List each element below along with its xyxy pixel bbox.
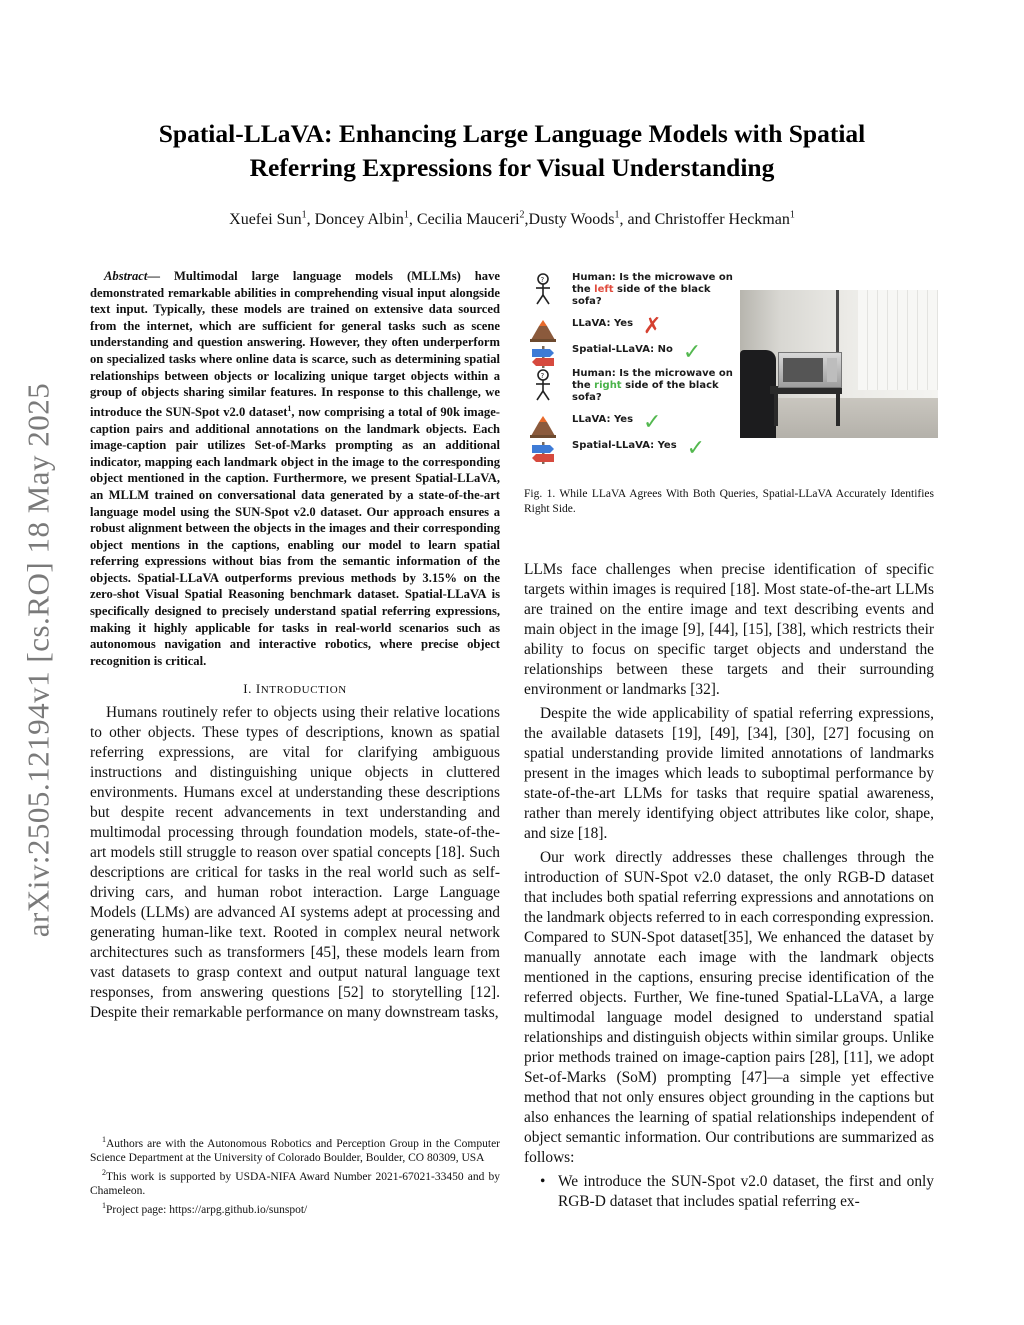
- body-paragraph: Our work directly addresses these challenges through the introduction of SUN-Spot v2.0 dataset, the only RGB-D dataset that includes both spatial referring expressions and annotations on the landmark objects referred to in each corresponding expression. Compared to SUN-Spot dataset[35], We enhanced the dataset by manually annotate each image with the landmark objects mentioned in the captions, ensuring precise identification of the referred objects. Further, We fine-tuned Spatial-LLaVA, a large multimodal language model designed to understand spatial relationships and distinguish objects within similar groups. Unlike prior methods trained on image-caption pairs [28], [11], we adopt Set-of-Marks (SoM) prompting [47]—a simple yet effective method that not only ensures object grounding in the captions but also enhances the learning of spatial relationships independent of object semantic information. Our contributions are summarized as follows:: [524, 849, 934, 1166]
- arxiv-identifier: [16, 340, 60, 980]
- abstract-text-a: Multimodal large language models (MLLMs) have demonstrated remarkable abilities in comprehending visual input alongside text input. Typically, these models are trained on extensive data sourced from the internet, which are sufficient for general tasks such as scene understanding and question answering. However, they often underperform on specialized tasks where online data is scarce, such as determining spatial relationships between objects or localizing unique target objects within a group of objects sharing similar features. In response to this challenge, we introduce the SUN-Spot v2.0 dataset: [90, 269, 500, 419]
- right-keyword: right: [594, 380, 622, 391]
- question-1-row: [528, 272, 737, 308]
- title-line-2: Referring Expressions for Visual Understanding: [249, 153, 775, 182]
- question-2-row: [528, 368, 737, 404]
- footnote: $^2$This work is supported by USDA-NIFA Award Number 2021-67021-33450 and by Chameleon.: [90, 1167, 500, 1198]
- photo-black-sofa: [740, 350, 776, 438]
- answer-2-spatial-text: Spatial-LLaVA: Yes: [572, 440, 677, 451]
- question-2-text: Human: Is the microwave on the right side of the black sofa?: [572, 368, 733, 403]
- author: Dusty Woods$^1$, and: [528, 210, 655, 229]
- answer-2-spatial-row: [528, 436, 706, 464]
- answer-1-spatial-text: Spatial-LLaVA: No: [572, 344, 673, 355]
- author: Xuefei Sun$^1$,: [229, 210, 315, 229]
- contributions-list: [524, 1172, 934, 1212]
- bullet-marker: •: [540, 1173, 546, 1190]
- wrong-x-icon: ✗: [643, 314, 662, 339]
- intro-paragraph: Humans routinely refer to objects using their relative locations to other objects. These types of descriptions, known as spatial referring expressions, are vital for clarifying ambiguous instructions and distinguishing unique objects in cluttered environments. Humans excel at understanding these descriptions but despite recent advancements in text understanding and multimodal processing through foundation models, state-of-the-art models still struggle to reason over spatial concepts [18]. Such descriptions are critical for tasks in the real world such as self-driving cars, and human robot interaction. Large Language Models (LLMs) are advanced AI systems adept at processing and generating human-like text. Rooted in complex neural network architectures such as transformers [45], these models learn from vast datasets to grasp context and output natural language text responses, from answering questions [52] to storytelling [12]. Despite their remarkable performance on many downstream tasks,: [90, 704, 500, 1022]
- svg-text:?: ?: [540, 276, 545, 284]
- spatial-llava-signpost-icon: [528, 344, 558, 368]
- human-stick-figure-icon: [528, 272, 558, 306]
- question-1-text: Human: Is the microwave on the left side of the black sofa?: [572, 272, 733, 307]
- photo-stand-leg: [774, 394, 778, 426]
- paper-title: [80, 117, 944, 185]
- footnotes: [90, 1133, 500, 1217]
- author-list: [80, 210, 944, 229]
- left-keyword: left: [594, 284, 614, 295]
- llava-volcano-icon: [528, 414, 558, 438]
- svg-text:?: ?: [540, 372, 545, 380]
- right-column: [524, 560, 934, 1212]
- arxiv-id-text: arXiv:2505.12194v1 [cs.RO] 18 May 2025: [20, 382, 55, 938]
- figure-1-caption: Fig. 1. While LLaVA Agrees With Both Queries, Spatial-LLaVA Accurately Identifies Right Side.: [524, 488, 934, 515]
- answer-2-llava-row: [528, 410, 662, 438]
- abstract-label: Abstract: [104, 269, 148, 283]
- footnote-project-page[interactable]: $^1$Project page: https://arpg.github.io/sunspot/: [102, 1200, 308, 1216]
- abstract: Abstract— Multimodal large language models (MLLMs) have demonstrated remarkable abilities in comprehending visual input alongside text input. Typically, these models are trained on extensive data sourced from the internet, which are sufficient for general tasks such as scene understanding and question answering. However, they often underperform on specialized tasks where online data is scarce, such as determining spatial relationships between objects or localizing unique target objects within a group of objects sharing similar features. In response to this challenge, we introduce the SUN-Spot v2.0 dataset$^1$, now comprising a total of 90k image-caption pairs and additional annotations on the landmark objects. Each image-caption pair utilizes Set-of-Marks prompting as an additional indicator, mapping each landmark object in the image to the corresponding object mentioned in the caption. Furthermore, we present Spatial-LLaVA, an MLLM trained on conversational data generated by a state-of-the-art language model using the SUN-Spot v2.0 dataset. Our approach ensures a robust alignment between the objects in the images and their corresponding object mentions in the captions, enabling our model to learn spatial referring expressions without bias from the semantic information of the objects. Spatial-LLaVA outperforms previous methods by 3.15% on the zero-shot Visual Spatial Reasoning benchmark dataset. Spatial-LLaVA is specifically designed to precisely understand spatial referring expressions, making it highly applicable for tasks in real-world scenarios such as autonomous navigation and interactive robotics, where precise object recognition is critical.: [90, 269, 500, 668]
- llava-volcano-icon: [528, 318, 558, 342]
- photo-window-blinds: [858, 290, 938, 390]
- answer-2-llava-text: LLaVA: Yes: [572, 414, 634, 425]
- footnote-ref[interactable]: 1: [287, 403, 292, 413]
- figure-dialogue-panel: [528, 268, 738, 468]
- abstract-text-b: , now comprising a total of 90k image-caption pairs and additional annotations on the landmark objects. Each image-caption pair utilizes Set-of-Marks prompting as an additional indicator, mapping each landmark object in the image to the corresponding object mentioned in the caption. Furthermore, we present Spatial-LLaVA, an MLLM trained on conversational data generated by a state-of-the-art language model using the SUN-Spot v2.0 dataset. Our approach ensures a robust alignment between the objects in the images and their corresponding object mentions in the captions, enabling our model to learn spatial referring expressions without bias from the semantic information of the objects. Spatial-LLaVA outperforms previous methods by 3.15% on the zero-shot Visual Spatial Reasoning benchmark dataset. Spatial-LLaVA is specifically designed to precisely understand spatial referring expressions, making it highly applicable for tasks in real-world scenarios such as autonomous navigation and interactive robotics, where precise object recognition is critical.: [90, 404, 500, 668]
- scene-photo-microwave-sofa: [740, 290, 938, 438]
- photo-microwave: [778, 352, 842, 388]
- section-heading-introduction: I. INTRODUCTION: [243, 681, 347, 697]
- human-stick-figure-icon: [528, 368, 558, 402]
- left-column: [90, 268, 500, 1023]
- correct-check-icon: ✓: [682, 340, 702, 365]
- author: Doncey Albin$^1$,: [314, 210, 417, 229]
- title-line-1: Spatial-LLaVA: Enhancing Large Language Models with Spatial: [158, 119, 866, 148]
- microwave-door: [783, 358, 823, 382]
- photo-stand-leg: [836, 394, 840, 426]
- list-item: • We introduce the SUN-Spot v2.0 dataset, the first and only RGB-D dataset that includes spatial referring ex-: [540, 1173, 934, 1210]
- footnote: $^1$Authors are with the Autonomous Robotics and Perception Group in the Computer Science Department at the University of Colorado Boulder, Boulder, CO 80309, USA: [90, 1135, 500, 1165]
- correct-check-icon: ✓: [686, 436, 706, 461]
- author: Cecilia Mauceri$^2$,: [416, 210, 529, 229]
- answer-1-spatial-row: [528, 340, 702, 368]
- author: Christoffer Heckman$^1$: [654, 210, 795, 229]
- spatial-llava-signpost-icon: [528, 440, 558, 464]
- body-paragraph: LLMs face challenges when precise identification of specific targets within images is required [18]. Most state-of-the-art LLMs are trained on the entire image and text describing events and main object in the image [9], [44], [15], [38], which restricts their ability to focus on specific target objects and understand the relationships between these targets and their surrounding environment or landmarks [32].: [524, 561, 934, 698]
- microwave-panel: [827, 358, 837, 382]
- figure-1: [528, 262, 938, 467]
- answer-1-llava-text: LLaVA: Yes: [572, 318, 634, 329]
- correct-check-icon: ✓: [643, 410, 662, 435]
- body-paragraph: Despite the wide applicability of spatial referring expressions, the available datasets [19], [49], [34], [30], [27] focusing on spatial understanding provide limited annotations of landmarks present in the images which leads to suboptimal performance by state-of-the-art LLMs for tasks that require spatial awareness, rather than merely identifying object attributes like color, shape, and size [18].: [524, 705, 934, 842]
- photo-cable: [836, 290, 839, 352]
- answer-1-llava-row: [528, 314, 662, 342]
